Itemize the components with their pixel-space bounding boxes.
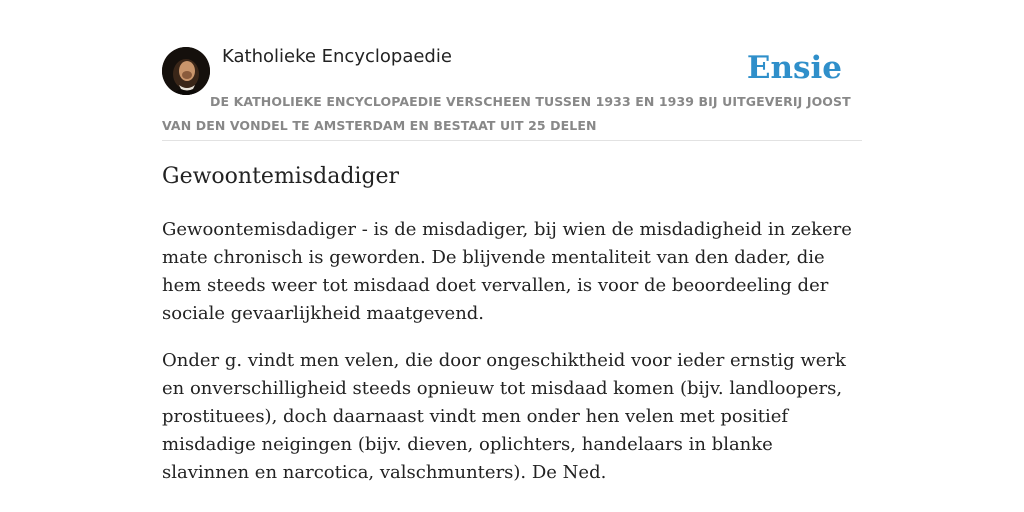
- page-container: [162, 0, 862, 483]
- article-body: [162, 216, 862, 506]
- source-avatar[interactable]: [162, 47, 210, 95]
- portrait-icon: [162, 47, 210, 95]
- article-title: Gewoontemisdadiger: [162, 164, 400, 189]
- source-description: DE KATHOLIEKE ENCYCLOPAEDIE VERSCHEEN TUSSEN 1933 EN 1939 BIJ UITGEVERIJ JOOST VAN DEN VONDEL TE AMSTERDAM EN BESTAAT UIT 25 DELEN: [162, 94, 851, 133]
- source-title-link[interactable]: Katholieke Encyclopaedie: [222, 46, 452, 67]
- source-header: [162, 0, 862, 141]
- ensie-logo-link[interactable]: Ensie: [746, 50, 842, 86]
- article-paragraph: Onder g. vindt men velen, die door ongeschiktheid voor ieder ernstig werk en onverschilligheid steeds opnieuw tot misdaad komen (bijv. landloopers, prostituees), doch daarnaast vindt men onder hen velen met positief misdadige neigingen (bijv. dieven, oplichters, handelaars in blanke slavinnen en narcotica, valschmunters). De Ned.: [162, 350, 846, 483]
- article-paragraph: Gewoontemisdadiger - is de misdadiger, bij wien de misdadigheid in zekere mate chronisch is geworden. De blijvende mentaliteit van den dader, die hem steeds weer tot misdaad doet vervallen, is voor de beoordeeling der sociale gevaarlijkheid maatgevend.: [162, 219, 852, 324]
